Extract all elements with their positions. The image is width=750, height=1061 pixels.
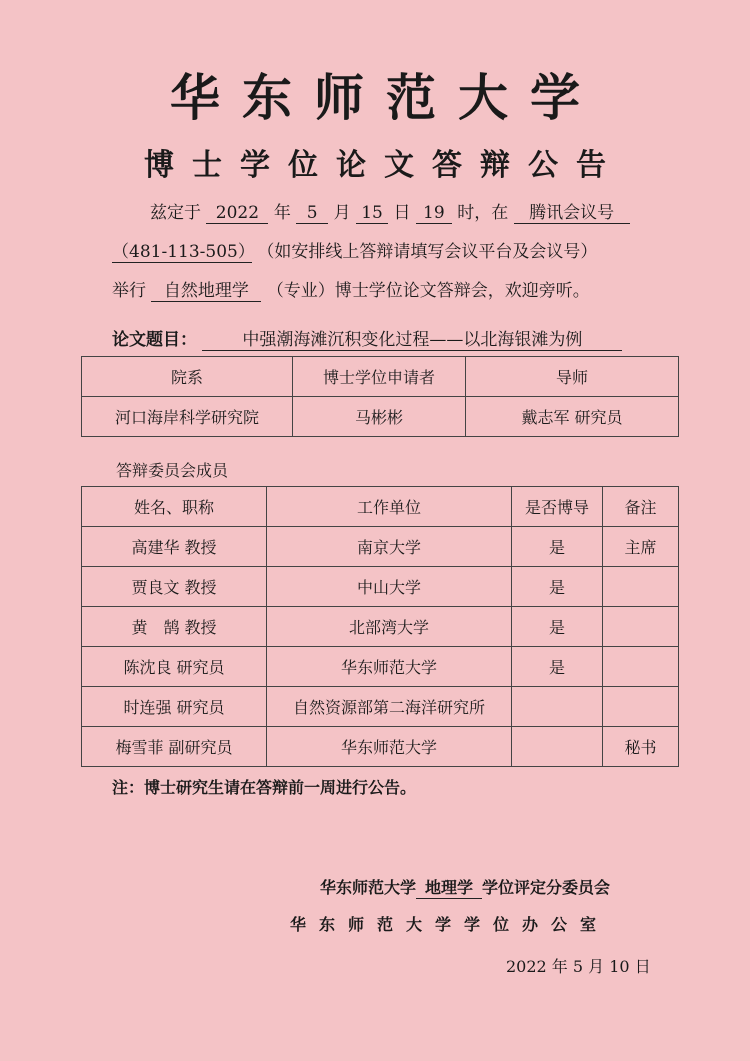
table-header-row <box>82 357 679 397</box>
signature-committee <box>320 875 610 899</box>
table-row <box>82 687 679 727</box>
topic-value: 中强潮海滩沉积变化过程——以北海银滩为例 <box>202 330 622 351</box>
header-remark: 备注 <box>603 487 679 527</box>
announcement-title: 博士学位论文答辩公告 <box>144 148 624 183</box>
member-supervisor: 是 <box>512 567 603 607</box>
member-name: 高建华 教授 <box>82 527 267 567</box>
member-unit: 华东师范大学 <box>267 727 512 767</box>
member-supervisor: 是 <box>512 527 603 567</box>
hold-text: 举行 <box>112 281 146 301</box>
major: 自然地理学 <box>151 281 261 302</box>
member-name: 时连强 研究员 <box>82 687 267 727</box>
member-supervisor <box>512 687 603 727</box>
member-name: 贾良文 教授 <box>82 567 267 607</box>
defense-day: 15 <box>356 203 388 224</box>
department-cell: 河口海岸科学研究院 <box>82 397 293 437</box>
header-supervisor-flag: 是否博导 <box>512 487 603 527</box>
signature-committee-name: 学位评定分委员会 <box>482 878 611 897</box>
table-row <box>82 727 679 767</box>
header-unit: 工作单位 <box>267 487 512 527</box>
header-name: 姓名、职称 <box>82 487 267 527</box>
member-unit: 自然资源部第二海洋研究所 <box>267 687 512 727</box>
signature-office: 华东师范大学学位办公室 <box>290 915 610 934</box>
notice-line-3 <box>112 276 590 302</box>
notice-prefix: 兹定于 <box>150 203 201 223</box>
notice-line-1 <box>150 198 630 224</box>
hour-unit: 时，在 <box>457 203 509 223</box>
member-unit: 中山大学 <box>267 567 512 607</box>
topic-label: 论文题目： <box>112 330 197 350</box>
table-row <box>82 567 679 607</box>
member-supervisor: 是 <box>512 647 603 687</box>
committee-label: 答辩委员会成员 <box>116 461 229 480</box>
university-title: 华东师范大学 <box>170 69 602 127</box>
member-remark: 秘书 <box>603 727 679 767</box>
member-supervisor: 是 <box>512 607 603 647</box>
notice-line-2 <box>112 237 597 263</box>
member-remark <box>603 607 679 647</box>
header-department: 院系 <box>82 357 293 397</box>
applicant-cell: 马彬彬 <box>293 397 466 437</box>
member-supervisor <box>512 727 603 767</box>
year-unit: 年 <box>273 203 291 223</box>
meeting-id: （481-113-505） <box>112 242 255 262</box>
member-name: 梅雪菲 副研究员 <box>82 727 267 767</box>
thesis-topic <box>112 325 622 351</box>
member-name: 陈沈良 研究员 <box>82 647 267 687</box>
member-remark <box>603 647 679 687</box>
defense-year: 2022 <box>206 203 268 224</box>
defense-hour: 19 <box>416 203 452 224</box>
member-remark: 主席 <box>603 527 679 567</box>
day-unit: 日 <box>393 203 411 223</box>
defense-place: 腾讯会议号 <box>514 203 630 224</box>
header-supervisor: 导师 <box>466 357 679 397</box>
signature-date: 2022 年 5 月 10 日 <box>506 957 651 976</box>
month-unit: 月 <box>333 203 351 223</box>
member-remark <box>603 567 679 607</box>
supervisor-cell: 戴志军 研究员 <box>466 397 679 437</box>
committee-table <box>81 486 679 767</box>
defense-month: 5 <box>296 203 328 224</box>
header-applicant: 博士学位申请者 <box>293 357 466 397</box>
footnote: 注：博士研究生请在答辩前一周进行公告。 <box>112 778 417 797</box>
meeting-note: （如安排线上答辩请填写会议平台及会议号） <box>257 242 598 262</box>
member-unit: 北部湾大学 <box>267 607 512 647</box>
table-row <box>82 397 679 437</box>
table-row <box>82 647 679 687</box>
applicant-table <box>81 356 679 437</box>
signature-dept: 地理学 <box>416 878 482 899</box>
member-remark <box>603 687 679 727</box>
member-unit: 华东师范大学 <box>267 647 512 687</box>
table-row <box>82 607 679 647</box>
signature-school: 华东师范大学 <box>320 878 417 897</box>
member-name: 黄 鹄 教授 <box>82 607 267 647</box>
member-unit: 南京大学 <box>267 527 512 567</box>
notice-suffix: （专业）博士学位论文答辩会，欢迎旁听。 <box>266 281 590 301</box>
table-header-row <box>82 487 679 527</box>
table-row <box>82 527 679 567</box>
